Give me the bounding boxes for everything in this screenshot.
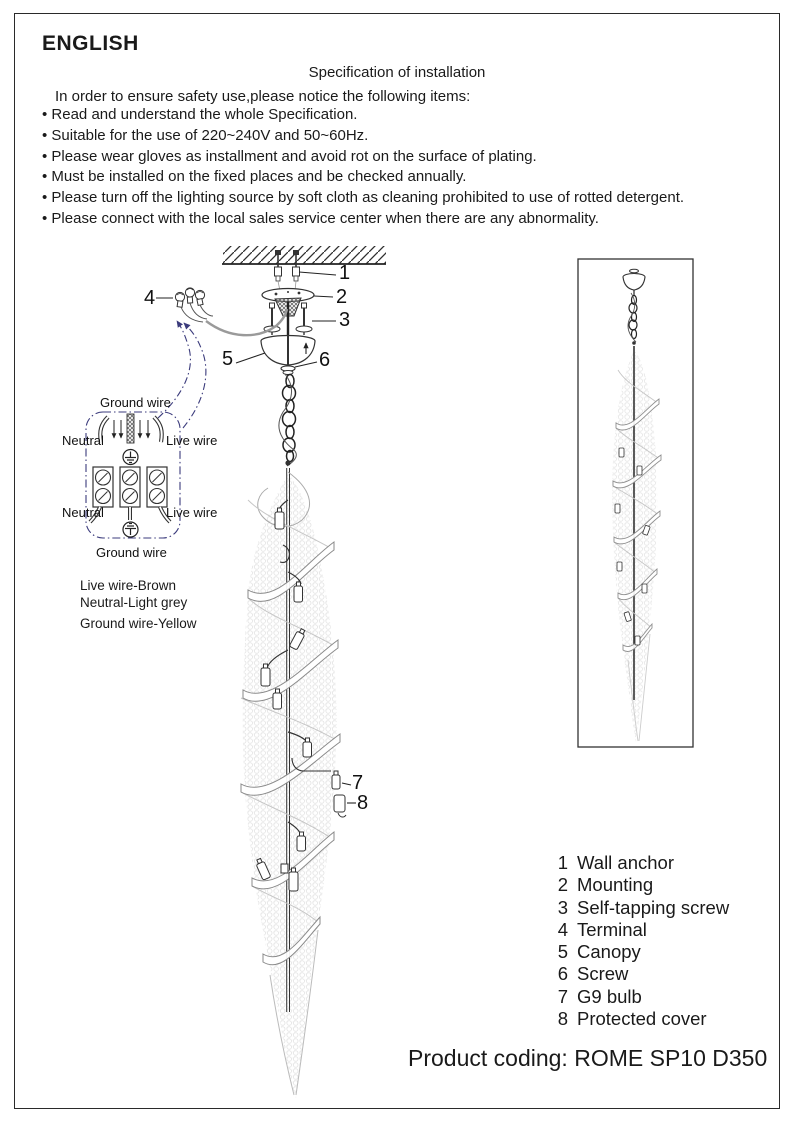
parts-list xyxy=(553,852,729,1030)
part-number: 2 xyxy=(557,874,568,896)
page-title: Specification of installation xyxy=(308,64,486,81)
part-number: 8 xyxy=(557,1008,568,1030)
label-ground-wire-top: Ground wire xyxy=(100,395,171,410)
part-label: Self-tapping screw xyxy=(577,896,730,918)
part-label: G9 bulb xyxy=(577,985,642,1007)
product-coding: Product coding: ROME SP10 D350 xyxy=(408,1045,768,1071)
legend-ground-wire: Ground wire-Yellow xyxy=(80,616,197,631)
parts-list-item xyxy=(553,986,729,1008)
canopy-graphics xyxy=(261,336,315,366)
bullet-item: • Read and understand the whole Specification. xyxy=(42,106,358,123)
legend-live-wire: Live wire-Brown xyxy=(80,578,177,593)
part-number: 4 xyxy=(557,918,568,940)
label-neutral-bottom: Neutral xyxy=(62,505,104,520)
parts-list-item xyxy=(553,874,729,896)
bullet-item: • Please turn off the lighting source by soft cloth as cleaning prohibited to use of rotted detergent. xyxy=(42,189,685,207)
callout-8-protected-cover: 8 xyxy=(357,792,369,814)
parts-list-item xyxy=(553,1008,729,1030)
part-label: Canopy xyxy=(577,941,641,963)
part-number: 3 xyxy=(557,896,568,918)
wire-colour-legend xyxy=(80,577,197,632)
label-live-wire-bottom: Live wire xyxy=(166,505,218,520)
part-number: 6 xyxy=(557,963,568,985)
bullet-item: • Please connect with the local sales service center when there are any abnormality. xyxy=(42,209,599,227)
label-ground-wire-bottom: Ground wire xyxy=(96,545,167,560)
part-number: 1 xyxy=(557,852,568,873)
parts-list-item xyxy=(553,919,729,941)
callout-7-g9-bulb: 7 xyxy=(352,772,364,794)
intro-line: In order to ensure safety use,please notice the following items: xyxy=(55,88,471,105)
callout-6-screw: 6 xyxy=(319,349,331,371)
callout-4-terminal: 4 xyxy=(144,287,156,309)
callout-2-mounting: 2 xyxy=(336,286,348,308)
part-label: Screw xyxy=(577,963,629,985)
safety-bullet-list xyxy=(42,105,684,230)
assembled-view-box xyxy=(578,259,693,747)
part-label: Mounting xyxy=(577,874,654,896)
ceiling-hatch xyxy=(222,246,386,264)
chain-graphics xyxy=(279,374,296,466)
part-number: 7 xyxy=(557,985,568,1007)
callout-1-wall-anchor: 1 xyxy=(339,262,351,284)
parts-list-item xyxy=(553,852,729,874)
parts-list-item xyxy=(553,941,729,963)
part-label: Protected cover xyxy=(577,1008,707,1030)
bullet-item: • Please wear gloves as installment and avoid rot on the surface of plating. xyxy=(42,147,537,165)
bullet-item: • Suitable for the use of 220~240V and 50~60Hz. xyxy=(42,126,369,144)
legend-neutral: Neutral-Light grey xyxy=(80,595,188,610)
part-number: 5 xyxy=(557,941,568,963)
parts-list-item xyxy=(553,897,729,919)
bullet-item: • Must be installed on the fixed places and be checked annually. xyxy=(42,168,467,186)
part-label: Terminal xyxy=(577,918,647,940)
label-neutral-top: Neutral xyxy=(62,433,104,448)
main-lamp-graphics xyxy=(241,468,346,1098)
part-label: Wall anchor xyxy=(577,852,674,873)
language-heading: ENGLISH xyxy=(42,32,139,55)
parts-list-item xyxy=(553,963,729,985)
callout-3-self-tapping-screw: 3 xyxy=(339,309,351,331)
callout-5-canopy: 5 xyxy=(222,348,234,370)
label-live-wire-top: Live wire xyxy=(166,433,218,448)
